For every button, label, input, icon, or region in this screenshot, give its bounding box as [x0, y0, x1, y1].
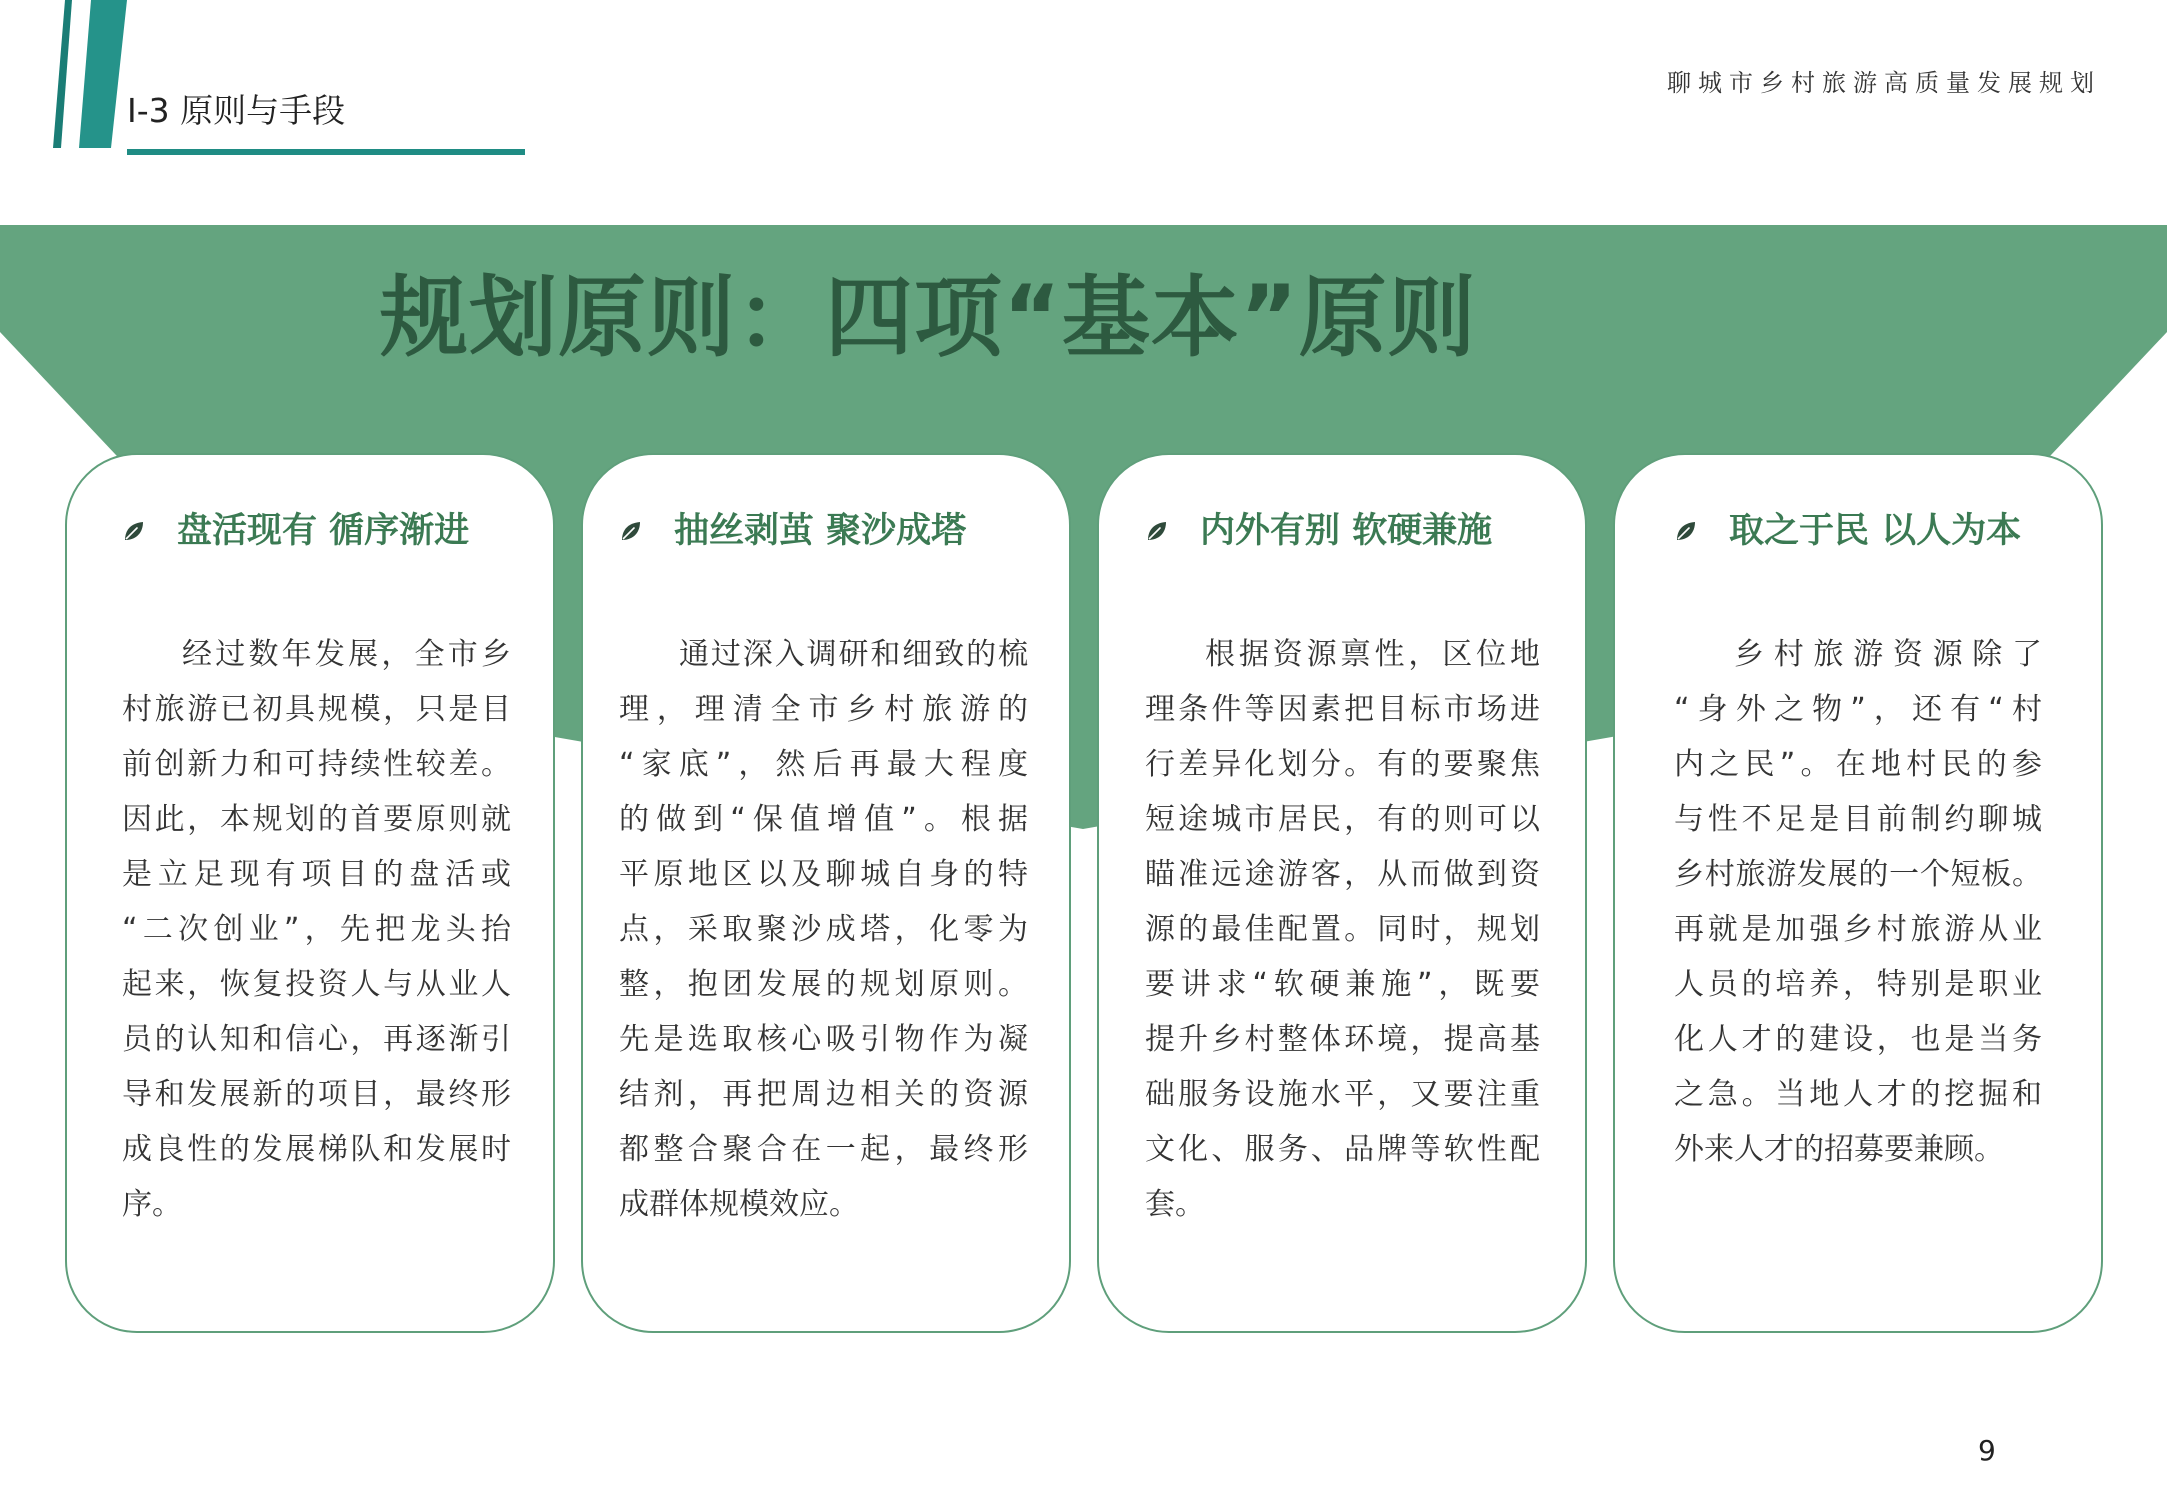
body-line: 础服务设施水平，又要注重	[1145, 1077, 1540, 1112]
body-line: 先是选取核心吸引物作为凝	[619, 1022, 1028, 1057]
card-body	[619, 627, 1028, 1232]
body-line: 人员的培养，特别是职业	[1674, 967, 2042, 1002]
body-line: 成群体规模效应。	[619, 1187, 859, 1222]
body-line: 序。	[122, 1187, 182, 1222]
body-line: 经过数年发展，全市乡	[182, 637, 511, 672]
body-line: “二次创业”，先把龙头抬	[122, 912, 511, 947]
principle-card	[1097, 453, 1587, 1333]
leaf-icon	[1145, 519, 1169, 543]
body-line: 是立足现有项目的盘活或	[122, 857, 511, 892]
page-number: 9	[1978, 1434, 1996, 1467]
card-heading: 盘活现有 循序渐进	[177, 511, 470, 551]
body-line: 化人才的建设，也是当务	[1674, 1022, 2042, 1057]
card-body	[1145, 627, 1540, 1232]
body-line: 提升乡村整体环境，提高基	[1145, 1022, 1540, 1057]
leaf-icon	[122, 519, 146, 543]
body-line: 源的最佳配置。同时，规划	[1145, 912, 1540, 947]
card-body	[1674, 627, 2042, 1177]
body-line: 文化、服务、品牌等软性配	[1145, 1132, 1540, 1167]
body-line: 外来人才的招募要兼顾。	[1674, 1132, 2004, 1167]
card-body	[122, 627, 511, 1232]
body-line: 要讲求“软硬兼施”，既要	[1145, 967, 1540, 1002]
body-line: 之急。当地人才的挖掘和	[1674, 1077, 2042, 1112]
body-line: “家底”，然后再最大程度	[619, 747, 1028, 782]
body-line: 村旅游已初具规模，只是目	[122, 692, 511, 727]
body-line: 瞄准远途游客，从而做到资	[1145, 857, 1540, 892]
card-heading-row	[1145, 506, 1492, 556]
body-line: “身外之物”，还有“村	[1674, 692, 2042, 727]
body-line: 内之民”。在地村民的参	[1674, 747, 2042, 782]
document-title: 聊城市乡村旅游高质量发展规划	[1667, 69, 2101, 97]
body-line: 都整合聚合在一起，最终形	[619, 1132, 1028, 1167]
body-line: 整，抱团发展的规划原则。	[619, 967, 1028, 1002]
body-line: 与性不足是目前制约聊城	[1674, 802, 2042, 837]
body-line: 通过深入调研和细致的梳	[679, 637, 1028, 672]
body-line: 前创新力和可持续性较差。	[122, 747, 511, 782]
body-line: 行差异化划分。有的要聚焦	[1145, 747, 1540, 782]
body-line: 平原地区以及聊城自身的特	[619, 857, 1028, 892]
body-line: 套。	[1145, 1187, 1205, 1222]
card-heading: 内外有别 软硬兼施	[1200, 511, 1493, 551]
body-line: 乡村旅游发展的一个短板。	[1674, 857, 2042, 892]
body-line: 起来，恢复投资人与从业人	[122, 967, 511, 1002]
banner-title: 规划原则：四项“基本”原则	[380, 266, 1477, 369]
body-line: 乡村旅游资源除了	[1734, 637, 2042, 672]
principle-card	[65, 453, 555, 1333]
body-line: 理条件等因素把目标市场进	[1145, 692, 1540, 727]
leaf-icon	[1674, 519, 1698, 543]
body-line: 再就是加强乡村旅游从业	[1674, 912, 2042, 947]
body-line: 员的认知和信心，再逐渐引	[122, 1022, 511, 1057]
card-heading-row	[619, 506, 966, 556]
principle-card	[581, 453, 1071, 1333]
body-line: 因此，本规划的首要原则就	[122, 802, 511, 837]
card-heading: 抽丝剥茧 聚沙成塔	[674, 511, 967, 551]
body-line: 理，理清全市乡村旅游的	[619, 692, 1028, 727]
card-heading-row	[1674, 506, 2021, 556]
body-line: 成良性的发展梯队和发展时	[122, 1132, 511, 1167]
body-line: 结剂，再把周边相关的资源	[619, 1077, 1028, 1112]
card-heading: 取之于民 以人为本	[1729, 511, 2022, 551]
section-title: Ⅰ-3 原则与手段	[127, 91, 346, 130]
body-line: 导和发展新的项目，最终形	[122, 1077, 511, 1112]
body-line: 根据资源禀性，区位地	[1205, 637, 1540, 672]
principle-card	[1613, 453, 2103, 1333]
card-heading-row	[122, 506, 469, 556]
body-line: 的做到“保值增值”。根据	[619, 802, 1028, 837]
body-line: 点，采取聚沙成塔，化零为	[619, 912, 1028, 947]
body-line: 短途城市居民，有的则可以	[1145, 802, 1540, 837]
leaf-icon	[619, 519, 643, 543]
